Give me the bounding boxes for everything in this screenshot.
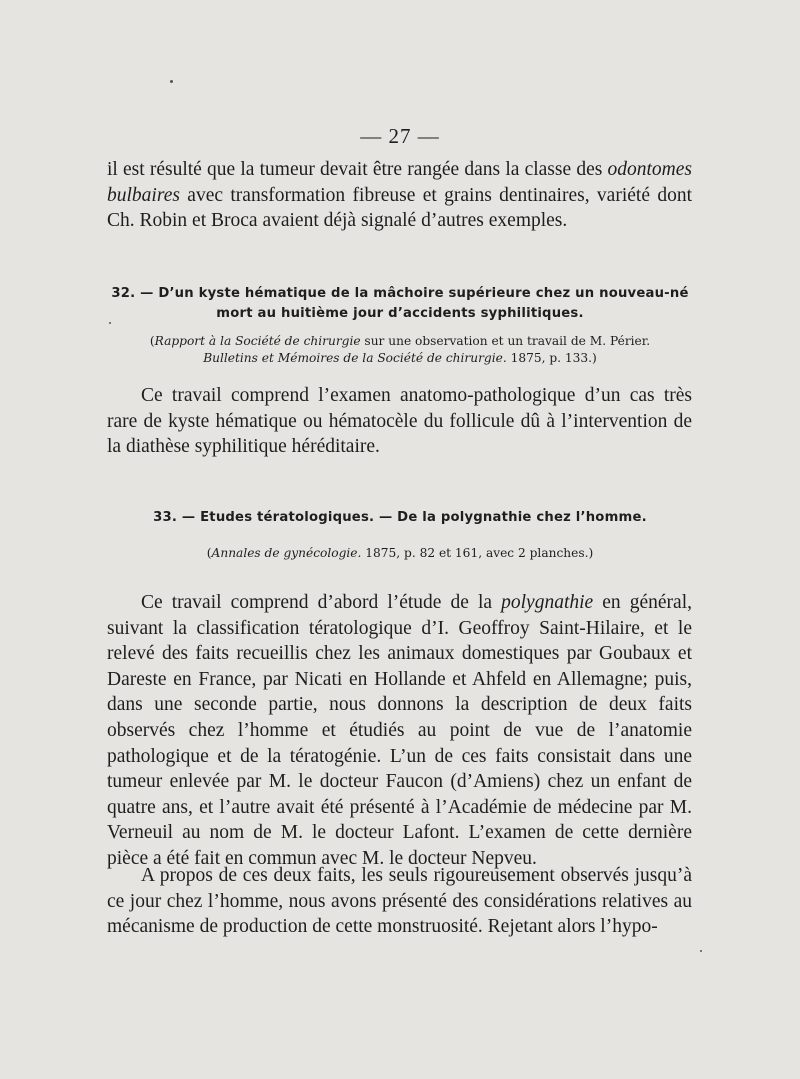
intro-paragraph [107,157,692,234]
page-number: — 27 — [360,124,440,148]
entry-32-reference-line-1 [100,332,700,350]
entry-33-body-paragraph-2: A propos de ces deux faits, les seuls rigoureusement observés jusqu’à ce jour chez l’homme, nous avons présenté des considérations relatives au mécanisme de production de cette monstruosité. Rejetant alors l’hypo- [107,865,692,937]
intro-italic: odontomes bulbaires [107,159,692,206]
entry-33-reference [100,544,700,562]
ref-open-paren: ( [206,546,212,560]
ref-italic-journal: Annales de gynécologie. [211,546,362,560]
ref-citation: 1875, p. 82 et 161, avec 2 planches.) [361,546,594,560]
entry-33-body-paragraph-1 [107,590,692,872]
entry-32-body: Ce travail comprend l’examen anatomo-pathologique d’un cas très rare de kyste hématique ou hématocèle du follicule dû à l’intervention de la diathèse syphilitique héréditaire. [107,385,692,457]
entry-32-reference-line-2 [100,349,700,367]
body-italic: polygnathie [501,592,594,613]
print-speck [700,950,702,952]
ref-italic-journal: Bulletins et Mémoires de la Société de chirurgie. [203,351,507,365]
print-speck [109,322,111,324]
entry-33-heading: 33. — Etudes tératologiques. — De la polygnathie chez l’homme. [153,510,647,525]
ref-italic-title: Rapport à la Société de chirurgie [154,334,361,348]
intro-text-2: avec transformation fibreuse et grains dentinaires, variété dont Ch. Robin et Broca avaient déjà signalé d’autres exemples. [107,184,692,231]
ref-citation: 1875, p. 133.) [506,351,597,365]
ref-rest: sur une observation et un travail de M. Périer. [360,334,651,348]
entry-32-heading: 32. — D’un kyste hématique de la mâchoire supérieure chez un nouveau-né mort au huitième jour d’accidents syphilitiques. [111,286,689,321]
ref-open-paren: ( [149,334,155,348]
body-text-1: Ce travail comprend d’abord l’étude de la [141,592,502,613]
intro-text-1: il est résulté que la tumeur devait être rangée dans la classe des [107,159,608,180]
print-speck [170,80,173,83]
body-text-2: en général, suivant la classification tératologique d’I. Geoffroy Saint-Hilaire, et le relevé des faits recueillis chez les animaux domestiques par Goubaux et Dareste en France, par Nicati en Hollande et Ahfeld en Allemagne; puis, dans une seconde partie, nous donnons la description de deux faits observés chez l’homme et étudiés au point de vue de l’anatomie pathologique et de la tératogénie. L’un de ces faits consistait dans une tumeur enlevée par M. le docteur Faucon (d’Amiens) chez un enfant de quatre ans, et l’autre avait été présenté à l’Académie de médecine par M. Verneuil au nom de M. le docteur Lafont. L’examen de cette dernière pièce a été fait en commun avec M. le docteur Nepveu. [107,592,692,869]
